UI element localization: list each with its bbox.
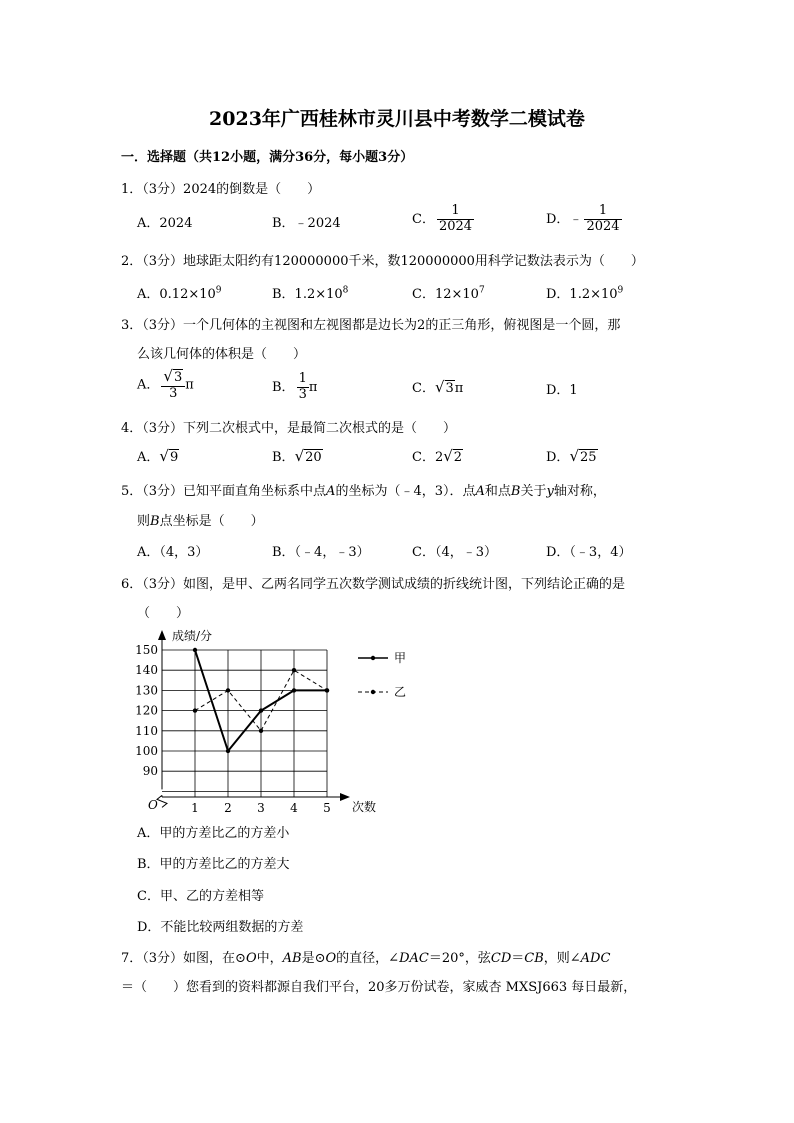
- point-a-label: A: [475, 484, 485, 499]
- radicand: 20: [305, 450, 322, 465]
- data-point: [193, 708, 197, 712]
- question-6-stem-line2: （ ）: [137, 606, 190, 621]
- q7-text: 的直径，∠: [336, 951, 400, 966]
- angle-dac-label: DAC: [399, 951, 429, 966]
- question-7-stem-line1: [121, 947, 610, 966]
- segment-ab-label: AB: [282, 951, 302, 966]
- q4-option-a-label: A．: [137, 450, 160, 465]
- exponent: 9: [617, 285, 624, 296]
- point-a-label: A: [326, 484, 336, 499]
- q2-option-b: [272, 283, 348, 302]
- y-axis-label: y: [546, 484, 554, 499]
- q7-text: ＝: [511, 951, 525, 966]
- x-tick-label: 3: [257, 801, 265, 815]
- fraction-denominator: 3: [298, 386, 307, 402]
- q5-option-b: B．（﹣4，﹣3）: [272, 545, 370, 560]
- radical: √20: [294, 447, 322, 465]
- x-axis-title: 次数: [352, 800, 377, 814]
- pi-symbol: π: [185, 377, 194, 393]
- question-6-stem-line1: 6．（3分）如图，是甲、乙两名同学五次数学测试成绩的折线统计图，下列结论正确的是: [121, 577, 626, 592]
- question-5-stem-line2: [137, 510, 264, 529]
- q2-option-a: [137, 283, 222, 302]
- q4-option-c-label: C．2: [412, 450, 444, 465]
- q5-text: 关于: [520, 484, 547, 499]
- legend-label: 甲: [394, 651, 407, 665]
- y-tick-label: 130: [135, 683, 158, 698]
- radical: √25: [569, 447, 597, 465]
- q5-option-a: A．（4，3）: [137, 545, 209, 560]
- q1-option-c: [412, 204, 474, 235]
- q3-option-d: D．1: [546, 383, 578, 398]
- q7-text: 中，: [256, 951, 283, 966]
- x-tick-label: 5: [323, 801, 331, 815]
- question-2-stem: 2．（3分）地球距太阳约有120000000千米，数120000000用科学记数法表示为（ ）: [121, 254, 644, 269]
- fraction-numerator: [161, 368, 185, 387]
- chord-cb-label: CB: [524, 951, 544, 966]
- exponent: 9: [215, 285, 222, 296]
- origin-label: O: [148, 798, 158, 812]
- legend-marker: [371, 656, 375, 660]
- chart-ticks: [135, 628, 376, 815]
- q6-option-b: B．甲的方差比乙的方差大: [137, 857, 290, 872]
- q4-option-d-label: D．: [546, 450, 570, 465]
- q1-option-d-label: D．﹣: [546, 211, 583, 227]
- q2-option-d: [546, 283, 623, 302]
- fraction-denominator: 3: [169, 385, 178, 401]
- q7-text: ，则∠: [543, 951, 581, 966]
- question-7-stem-line2: ＝（ ）您看到的资料都源自我们平台，20多万份试卷，家威杏 MXSJ663 每日最新，: [121, 980, 637, 995]
- q4-option-c: [412, 446, 463, 465]
- q7-text: 7．（3分）如图，在⊙: [121, 951, 246, 966]
- question-4-stem: 4．（3分）下列二次根式中，是最简二次根式的是（ ）: [121, 421, 457, 436]
- q5-text: 5．（3分）已知平面直角坐标系中点: [121, 484, 327, 499]
- y-tick-label: 90: [142, 764, 158, 779]
- radical: √3: [434, 378, 454, 396]
- q3-option-c-label: C．: [412, 381, 435, 396]
- q7-text: 是⊙: [301, 951, 326, 966]
- q3-option-a-label: A．: [137, 377, 160, 393]
- fraction-numerator: 1: [584, 204, 621, 220]
- q4-option-b: [272, 446, 323, 465]
- q4-option-b-label: B．: [272, 450, 295, 465]
- data-point: [226, 749, 230, 753]
- q3-option-a-fraction: [161, 368, 185, 402]
- y-tick-label: 100: [135, 744, 158, 758]
- question-1-stem: 1．（3分）2024的倒数是（ ）: [121, 182, 321, 197]
- q2-option-b-label: B．1.2×10: [272, 287, 343, 302]
- fraction-numerator: 1: [298, 371, 307, 386]
- q1-option-d-fraction: [584, 204, 621, 235]
- radicand: 3: [173, 370, 183, 385]
- pi-symbol: π: [308, 379, 318, 395]
- q5-option-c: C．（4，﹣3）: [412, 545, 497, 560]
- q3-option-b: [272, 372, 317, 403]
- point-b-label: B: [510, 484, 521, 499]
- page-title: 2023年广西桂林市灵川县中考数学二模试卷: [209, 108, 585, 130]
- fraction-denominator: 2024: [438, 218, 473, 234]
- radical: √2: [443, 447, 463, 465]
- q5-text: 轴对称，: [553, 484, 606, 499]
- legend-label: 乙: [394, 685, 407, 699]
- y-tick-label: 140: [135, 663, 158, 678]
- pi-symbol: π: [454, 381, 464, 396]
- q2-option-a-label: A．0.12×10: [137, 287, 216, 302]
- x-tick-label: 1: [191, 801, 199, 815]
- section-heading: 一．选择题（共12小题，满分36分，每小题3分）: [121, 150, 414, 165]
- y-tick-label: 150: [135, 643, 158, 657]
- question-3-stem-line1: 3．（3分）一个几何体的主视图和左视图都是边长为2的正三角形，俯视图是一个圆，那: [121, 318, 621, 333]
- x-tick-label: 2: [224, 801, 232, 815]
- q1-option-c-label: C．: [412, 211, 435, 227]
- radicand: 3: [445, 381, 454, 396]
- radical: √9: [159, 447, 179, 465]
- q1-option-d: [546, 204, 622, 235]
- circle-center-label: O: [245, 951, 257, 966]
- data-point: [292, 668, 296, 672]
- radicand: 25: [580, 450, 597, 465]
- exponent: 8: [342, 285, 349, 296]
- q3-option-b-fraction: [297, 372, 309, 403]
- circle-center-label: O: [325, 951, 337, 966]
- point-b-label: B: [150, 514, 160, 529]
- chart-grid: [162, 650, 327, 797]
- data-point: [292, 688, 296, 692]
- q4-option-a: [137, 446, 179, 465]
- exponent: 7: [478, 285, 485, 296]
- q6-option-a: A．甲的方差比乙的方差小: [137, 826, 290, 841]
- angle-adc-label: ADC: [580, 951, 611, 966]
- q3-option-c: [412, 377, 463, 396]
- q1-option-a: A．2024: [137, 216, 193, 231]
- question-3-stem-line2: 么该几何体的体积是（ ）: [137, 347, 307, 362]
- legend-marker: [371, 690, 375, 694]
- q2-option-c-label: C．12×10: [412, 287, 479, 302]
- q1-option-c-fraction: [437, 204, 474, 235]
- line-chart: [130, 622, 430, 822]
- q2-option-d-label: D．1.2×10: [546, 287, 618, 302]
- q6-option-c: C．甲、乙的方差相等: [137, 889, 264, 904]
- chart-legend: [358, 651, 406, 699]
- q7-text: ＝20°，弦: [428, 951, 491, 966]
- radical: √3: [163, 367, 183, 385]
- data-point: [226, 688, 230, 692]
- q4-option-d: [546, 446, 598, 465]
- data-point: [259, 708, 263, 712]
- q5-option-d: D．（﹣3，4）: [546, 545, 632, 560]
- radicand: 9: [169, 450, 179, 465]
- x-axis-arrow: [340, 793, 350, 801]
- q3-option-b-label: B．: [272, 379, 295, 395]
- fraction-numerator: 1: [437, 204, 474, 220]
- question-5-stem-line1: [121, 480, 606, 499]
- data-point: [259, 729, 263, 733]
- q3-option-a: [137, 368, 194, 402]
- q5-text: 的坐标为（﹣4，3）．点: [335, 484, 476, 499]
- y-axis-arrow: [158, 630, 166, 640]
- chord-cd-label: CD: [490, 951, 512, 966]
- q1-option-b: B．﹣2024: [272, 216, 341, 231]
- y-tick-label: 120: [135, 703, 158, 718]
- q6-option-d: D．不能比较两组数据的方差: [137, 920, 304, 935]
- q5-text: 和点: [484, 484, 511, 499]
- y-tick-label: 110: [135, 723, 158, 738]
- q5-text: 则: [137, 514, 151, 529]
- q5-text: 点坐标是（ ）: [159, 514, 264, 529]
- fraction-denominator: 2024: [586, 218, 620, 234]
- y-axis-title: 成绩/分: [172, 629, 213, 643]
- data-point: [193, 648, 197, 652]
- x-tick-label: 4: [290, 801, 298, 815]
- radicand: 2: [453, 450, 463, 465]
- q2-option-c: [412, 283, 485, 302]
- data-point: [325, 688, 329, 692]
